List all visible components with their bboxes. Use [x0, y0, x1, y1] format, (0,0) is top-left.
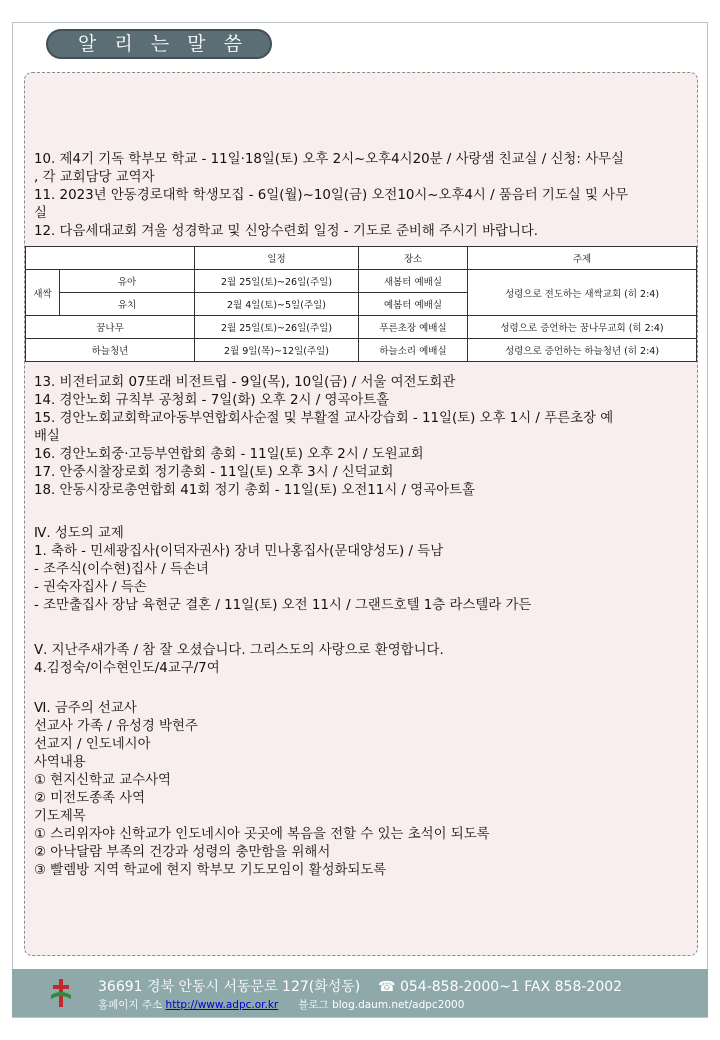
date-cell: 2월 25일(토)~26일(주일)	[195, 270, 359, 293]
schedule-table	[25, 246, 697, 362]
missionary-section	[34, 700, 690, 880]
fellowship-section	[34, 525, 690, 615]
homepage-label: 홈페이지 주소	[98, 999, 163, 1011]
announcement-line: 배실	[34, 429, 60, 444]
footer-contact	[98, 976, 622, 996]
dept-cell: 꿈나무	[26, 316, 195, 339]
table-row	[26, 270, 697, 293]
missionary-line: ① 현지신학교 교수사역	[34, 773, 171, 788]
section-heading: Ⅳ. 성도의 교제	[34, 526, 124, 541]
missionary-line: ② 미전도종족 사역	[34, 791, 146, 806]
announcement-line: 12. 다음세대교회 겨울 성경학교 및 신앙수련회 일정 - 기도로 준비해 주시기 바랍니다.	[34, 224, 539, 239]
dept-cell: 유아	[60, 270, 195, 293]
date-cell: 2월 4일(토)~5일(주일)	[195, 293, 359, 316]
footer-address: 36691 경북 안동시 서동문로 127(화성동)	[98, 979, 361, 995]
fellowship-line: - 조주식(이수현)집사 / 득손녀	[34, 562, 209, 577]
table-row	[26, 339, 697, 362]
table-header-row	[26, 247, 697, 270]
table-header-cell	[26, 247, 195, 270]
place-cell: 푸른초장 예배실	[359, 316, 468, 339]
table-row	[26, 316, 697, 339]
announcement-line: 실	[34, 206, 47, 221]
missionary-line: 사역내용	[34, 755, 86, 770]
date-cell: 2월 9일(목)~12일(주일)	[195, 339, 359, 362]
footer	[12, 969, 708, 1017]
footer-web	[98, 997, 464, 1012]
missionary-line: ② 아낙달람 부족의 건강과 성령의 충만함을 위해서	[34, 845, 331, 860]
newcomer-line: 4.김정숙/이수현인도/4교구/7여	[34, 661, 220, 676]
announcement-line: 10. 제4기 기독 학부모 학교 - 11일·18일(토) 오후 2시~오후4시20분 / 사랑샘 친교실 / 신청: 사무실	[34, 152, 624, 167]
place-cell: 하늘소리 예배실	[359, 339, 468, 362]
missionary-line: ① 스리위자야 신학교가 인도네시아 곳곳에 복음을 전할 수 있는 초석이 되도록	[34, 827, 490, 842]
place-cell: 새봄터 예배실	[359, 270, 468, 293]
theme-cell: 성령으로 증언하는 하늘청년 (히 2:4)	[468, 339, 697, 362]
newcomers-section	[34, 642, 690, 678]
table-header-cell: 일정	[195, 247, 359, 270]
missionary-line: 선교지 / 인도네시아	[34, 737, 151, 752]
theme-cell: 성령으로 전도하는 새싹교회 (히 2:4)	[468, 270, 697, 316]
announcement-line: 14. 경안노회 규칙부 공청회 - 7일(화) 오후 2시 / 영곡아트홀	[34, 393, 390, 408]
missionary-line: ③ 빨렘방 지역 학교에 현지 학부모 기도모임이 활성화되도록	[34, 863, 387, 878]
homepage-link[interactable]: http://www.adpc.or.kr	[165, 999, 279, 1011]
table-header-cell: 장소	[359, 247, 468, 270]
announcement-line: 15. 경안노회교회학교아동부연합회사순절 및 부활절 교사강습회 - 11일(토) 오후 1시 / 푸른초장 예	[34, 411, 614, 426]
fellowship-line: - 조만출집사 장남 육현군 결혼 / 11일(토) 오전 11시 / 그랜드호텔 1층 라스텔라 가든	[34, 598, 532, 613]
announcements-top	[34, 151, 690, 241]
church-logo-icon	[50, 977, 72, 1009]
announcement-line: , 각 교회담당 교역자	[34, 170, 155, 185]
fellowship-line: 1. 축하 - 민세광집사(이덕자권사) 장녀 민나홍집사(문대양성도) / 득남	[34, 544, 444, 559]
dept-cell: 하늘청년	[26, 339, 195, 362]
section-heading: Ⅴ. 지난주새가족 / 참 잘 오셨습니다. 그리스도의 사랑으로 환영합니다.	[34, 643, 444, 658]
announcement-line: 16. 경안노회중·고등부연합회 총회 - 11일(토) 오후 2시 / 도원교회	[34, 447, 424, 462]
date-cell: 2월 25일(토)~26일(주일)	[195, 316, 359, 339]
announcements-bottom	[34, 374, 690, 500]
dept-cell: 유치	[60, 293, 195, 316]
announcement-line: 17. 안중시찰장로회 정기총회 - 11일(토) 오후 3시 / 신덕교회	[34, 465, 394, 480]
missionary-line: 선교사 가족 / 유성경 박현주	[34, 719, 198, 734]
fellowship-line: - 권숙자집사 / 득손	[34, 580, 147, 595]
announcement-line: 18. 안동시장로총연합회 41회 정기 총회 - 11일(토) 오전11시 / 영곡아트홀	[34, 483, 475, 498]
blog-address: blog.daum.net/adpc2000	[332, 999, 465, 1011]
page-title: 알 리 는 말 씀	[46, 29, 272, 59]
group-label-cell: 새싹	[26, 270, 60, 316]
missionary-line: 기도제목	[34, 809, 86, 824]
footer-phone: ☎ 054-858-2000~1 FAX 858-2002	[378, 979, 623, 995]
place-cell: 예봄터 예배실	[359, 293, 468, 316]
announcement-line: 13. 비전터교회 07또래 비전트립 - 9일(목), 10일(금) / 서울 여전도회관	[34, 375, 456, 390]
section-heading: Ⅵ. 금주의 선교사	[34, 701, 137, 716]
theme-cell: 성령으로 증언하는 꿈나무교회 (히 2:4)	[468, 316, 697, 339]
announcement-line: 11. 2023년 안동경로대학 학생모집 - 6일(월)~10일(금) 오전10시~오후4시 / 품음터 기도실 및 사무	[34, 188, 629, 203]
blog-label: 블로그	[298, 999, 329, 1011]
table-header-cell: 주제	[468, 247, 697, 270]
